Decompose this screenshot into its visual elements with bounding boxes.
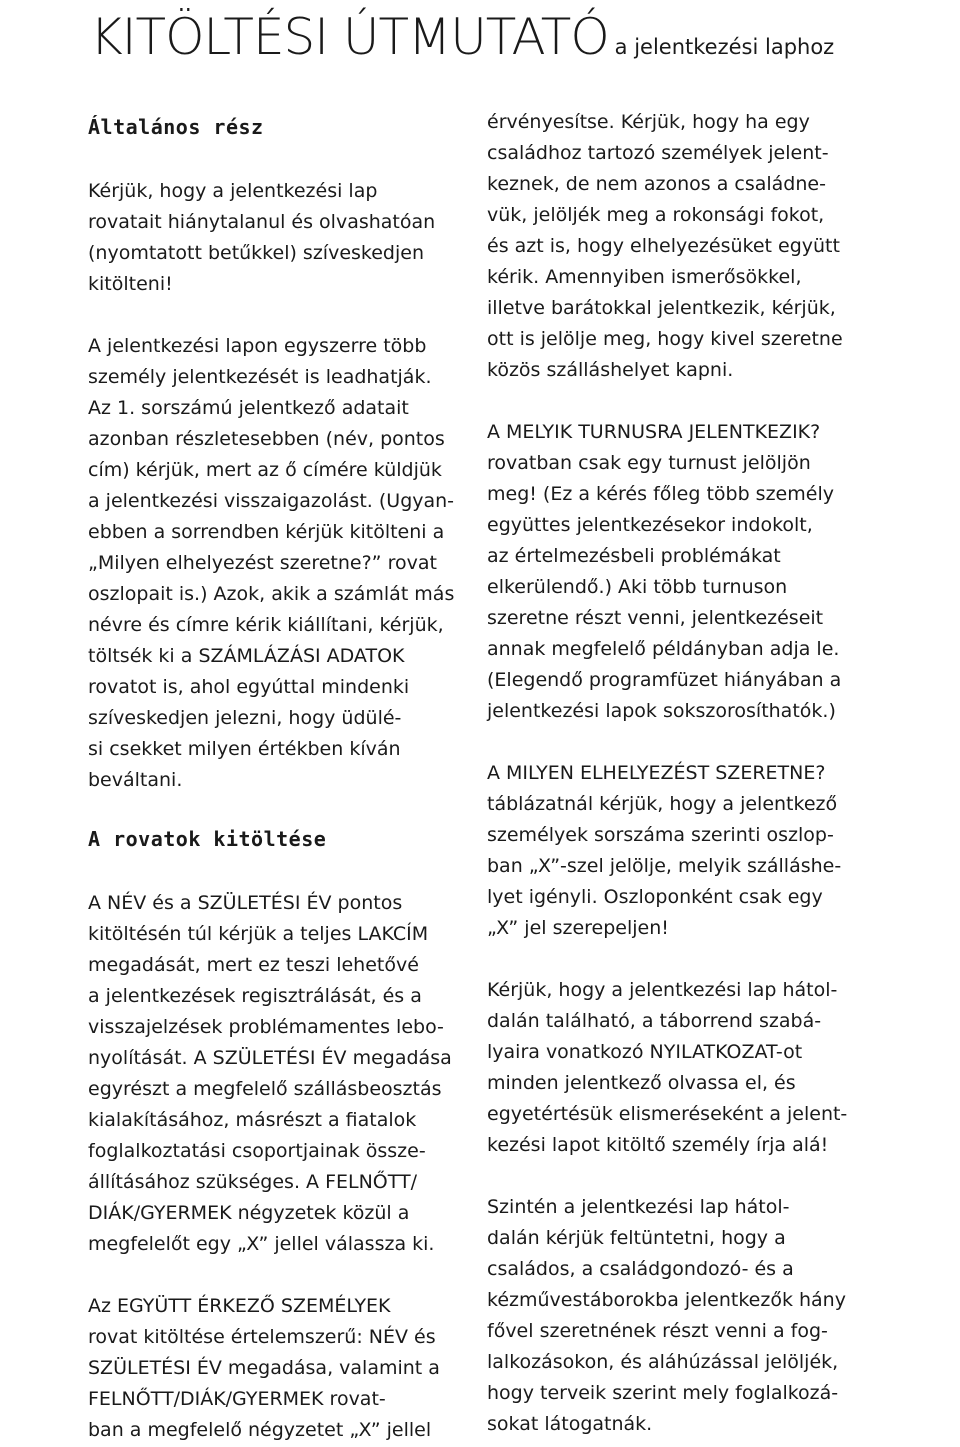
paragraph: A jelentkezési lapon egyszerre több személy jelentkezését is leadhatják. Az 1. sorszámú jelentkező adatait azonban részletesebben (név, pontos cím) kérjük, mert az ő címére küldjük a jelentkezési visszaigazolást. (Ugyan- ebben a sorrendben kérjük kitölteni a „Milyen elhelyezést szeretne?” rovat oszlopait is.) Azok, akik a számlát más névre és címre kérik kiállítani, kérjük, töltsék ki a SZÁMLÁZÁSI ADATOK rovatot is, ahol egyúttal mindenki szíveskedjen jelezni, hogy üdülé- si csekket milyen értékben kíván beváltani.	[88, 335, 455, 791]
section-heading-general: Általános rész	[88, 115, 264, 139]
paragraph: A MILYEN ELHELYEZÉST SZERETNE? táblázatnál kérjük, hogy a jelentkező személyek sorszáma szerinti oszlop- ban „X”-szel jelölje, melyik szálláshe- lyet igényli. Oszloponként csak egy „X” jel szerepeljen!	[487, 762, 842, 939]
paragraph: Kérjük, hogy a jelentkezési lap rovatait hiánytalanul és olvashatóan (nyomtatott betűkkel) szíveskedjen kitölteni!	[88, 180, 436, 295]
paragraph: érvényesítse. Kérjük, hogy ha egy családhoz tartozó személyek jelent- keznek, de nem azonos a családne- vük, jelöljék meg a rokonsági fokot, és azt is, hogy elhelyezésüket együtt kérik. Amennyiben ismerősökkel, illetve barátokkal jelentkezik, kérjük, ott is jelölje meg, hogy kivel szeretne közös szálláshelyet kapni.	[487, 111, 843, 381]
paragraph: Szintén a jelentkezési lap hátol- dalán kérjük feltüntetni, hogy a családos, a családgondozó- és a kézművestáborokba jelentkezők hány fővel szeretnének részt venni a fog- lalkozásokon, és aláhúzással jelöljék, hogy terveik szerint mely foglalkozá- sokat látogatnák.	[487, 1196, 846, 1435]
title-main: KITÖLTÉSI ÚTMUTATÓ	[90, 8, 609, 66]
title-subtitle: a jelentkezési laphoz	[614, 35, 835, 59]
paragraph: Kérjük, hogy a jelentkezési lap hátol- dalán található, a táborrend szabá- lyaira vonatkozó NYILATKOZAT-ot minden jelentkező olvassa el, és egyetértésük elismeréseként a jelent- kezési lapot kitöltő személy írja alá!	[487, 979, 848, 1156]
page-title	[90, 8, 950, 66]
paragraph: Az EGYÜTT ÉRKEZŐ SZEMÉLYEK rovat kitöltése értelemszerű: NÉV és SZÜLETÉSI ÉV megadása, valamint a FELNŐTT/DIÁK/GYERMEK rovat- ban a megfelelő négyzetet „X” jellel	[88, 1295, 440, 1441]
section-heading-fields: A rovatok kitöltése	[88, 827, 327, 851]
paragraph: A NÉV és a SZÜLETÉSI ÉV pontos kitöltésén túl kérjük a teljes LAKCÍM megadását, mert ez teszi lehetővé a jelentkezések regisztrálását, és a visszajelzések problémamentes lebo- nyolítását. A SZÜLETÉSI ÉV megadása egyrészt a megfelelő szállásbeosztás kialakításához, másrészt a fiatalok foglalkoztatási csoportjainak össze- állításához szükséges. A FELNŐTT/ DIÁK/GYERMEK négyzetek közül a megfelelőt egy „X” jellel válassza ki.	[88, 892, 452, 1255]
right-column	[487, 107, 875, 1440]
left-column	[88, 107, 476, 1446]
paragraph: A MELYIK TURNUSRA JELENTKEZIK? rovatban csak egy turnust jelöljön meg! (Ez a kérés főleg több személy együttes jelentkezésekor indokolt, az értelmezésbeli problémákat elkerülendő.) Aki több turnuson szeretne részt venni, jelentkezéseit annak megfelelő példányban adja le. (Elegendő programfüzet hiányában a jelentkezési lapok sokszorosíthatók.)	[487, 421, 842, 722]
